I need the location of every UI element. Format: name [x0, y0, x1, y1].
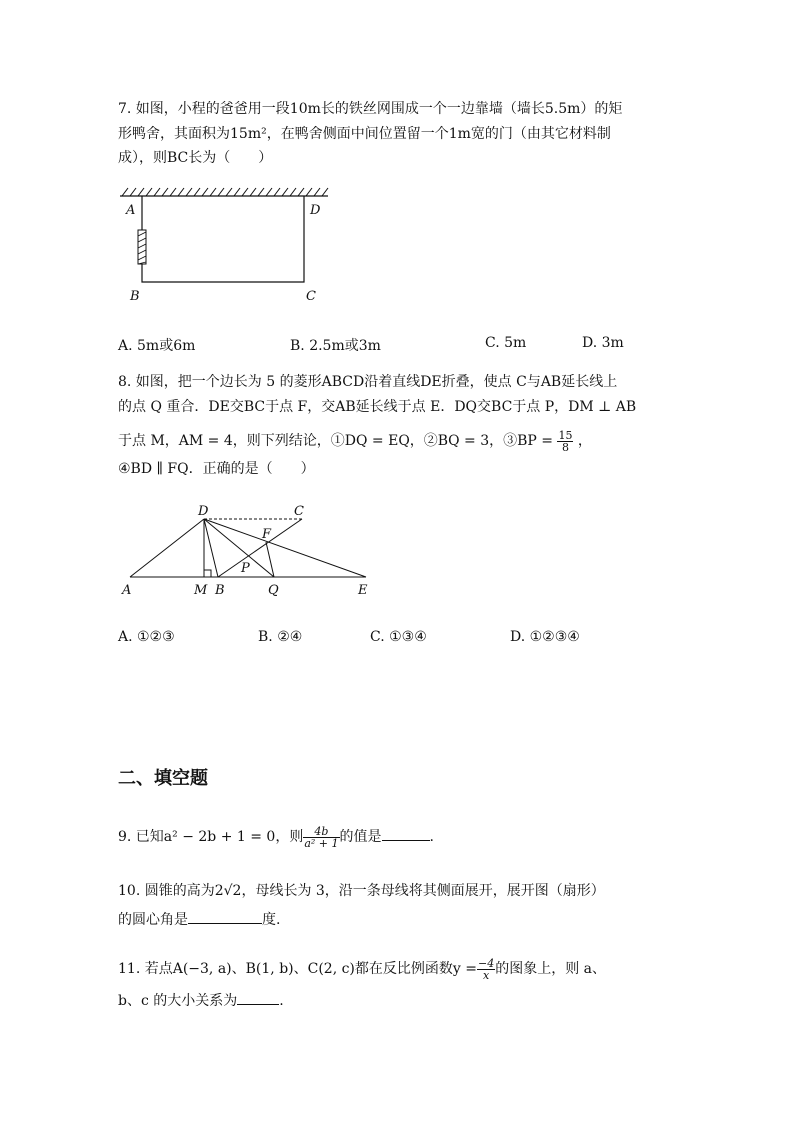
q8-option-c: C. ①③④ — [370, 629, 427, 645]
q9-frac-den: a² + 1 — [304, 836, 339, 850]
q8-option-a: A. ①②③ — [118, 629, 175, 645]
q8-frac-den: 8 — [561, 440, 569, 454]
q11-post: 的图象上，则 a、 — [495, 961, 607, 977]
label-F: F — [262, 527, 272, 542]
q11-line-2-text: b、c 的大小关系为 — [118, 993, 238, 1009]
q10-line-1: 10. 圆锥的高为2√2，母线长为 3，沿一条母线将其侧面展开，展开图（扇形） — [118, 883, 605, 899]
segment-AD — [130, 519, 204, 577]
q10-line-2 — [118, 907, 280, 933]
q7-line-3: 成），则BC长为（ ） — [118, 150, 273, 166]
q8-fraction — [557, 430, 573, 453]
q8-line-1: 8. 如图，把一个边长为 5 的菱形ABCD沿着直线DE折叠，使点 C与AB延长线上 — [118, 374, 618, 390]
q8-line-4: ④BD ∥ FQ．正确的是（ ） — [118, 461, 315, 477]
q7-option-c: C. 5m — [485, 335, 527, 351]
q11-line-2: b、c 的大小关系为 . — [118, 993, 284, 1009]
q9-line: 9. 已知a² − 2b + 1 = 0，则 $\frac{4b}{\text{a² + 1}}$ 的值是 . — [118, 824, 434, 850]
q9-post: 的值是 — [339, 829, 382, 845]
q9-frac-num: 4b — [303, 826, 339, 838]
label-M: M — [194, 583, 208, 598]
q8-option-b: B. ②④ — [258, 629, 303, 645]
q11-answer-blank[interactable] — [237, 1004, 279, 1005]
label-A: A — [122, 583, 132, 598]
q9-answer-blank[interactable] — [382, 840, 430, 841]
label-D: D — [198, 504, 209, 519]
q7-option-b: B. 2.5m或3m — [290, 338, 381, 354]
q11-frac-den: x — [483, 968, 490, 982]
segment-DE — [204, 519, 366, 577]
coop-rectangle — [142, 196, 304, 282]
right-angle-mark — [204, 570, 211, 577]
q8-line-3 — [118, 428, 592, 454]
segment-DB — [204, 519, 218, 577]
q8-figure — [116, 500, 386, 600]
segment-BC — [218, 519, 302, 577]
q7-figure — [110, 184, 340, 306]
q10-answer-blank[interactable] — [188, 923, 262, 924]
q8-option-d: D. ①②③④ — [510, 629, 580, 645]
label-A: A — [126, 203, 136, 218]
q11-fraction — [477, 958, 495, 981]
section-title: 二、填空题 — [118, 768, 208, 789]
q11-frac-num: −4 — [478, 956, 495, 970]
label-B: B — [215, 583, 225, 598]
q10-line-2-text: 的圆心角是 — [118, 912, 188, 928]
q7-option-a: A. 5m或6m — [118, 338, 196, 354]
q9-fraction — [303, 826, 339, 849]
q7-line-1: 7. 如图，小程的爸爸用一段10m长的铁丝网围成一个一边靠墙（墙长5.5m）的矩 — [118, 101, 623, 117]
q8-line-3-end: ， — [577, 433, 592, 449]
wall-hatching — [122, 188, 328, 196]
label-C: C — [306, 289, 316, 304]
label-Q: Q — [268, 583, 279, 598]
q9-text: 9. 已知a² − 2b + 1 = 0，则 — [118, 829, 304, 845]
label-C: C — [294, 504, 304, 519]
q11-line-1 — [118, 956, 606, 982]
q7-option-d: D. 3m — [582, 335, 624, 351]
label-E: E — [358, 583, 368, 598]
q7-line-2: 形鸭舍，其面积为15m²，在鸭舍侧面中间位置留一个1m宽的门（由其它材料制 — [118, 126, 611, 142]
label-D: D — [310, 203, 321, 218]
q10-post: 度. — [262, 912, 281, 928]
label-P: P — [241, 561, 250, 576]
q8-line-3-text: 于点 M，AM = 4，则下列结论，①DQ = EQ，②BQ = 3，③BP = — [118, 433, 553, 449]
q8-line-2: 的点 Q 重合．DE交BC于点 F，交AB延长线于点 E．DQ交BC于点 P，DM ⊥ AB — [118, 399, 637, 415]
label-B: B — [130, 289, 140, 304]
q8-frac-num: 15 — [558, 428, 573, 442]
q11-text: 11. 若点A(−3, a)、B(1, b)、C(2, c)都在反比例函数y = — [118, 961, 477, 977]
